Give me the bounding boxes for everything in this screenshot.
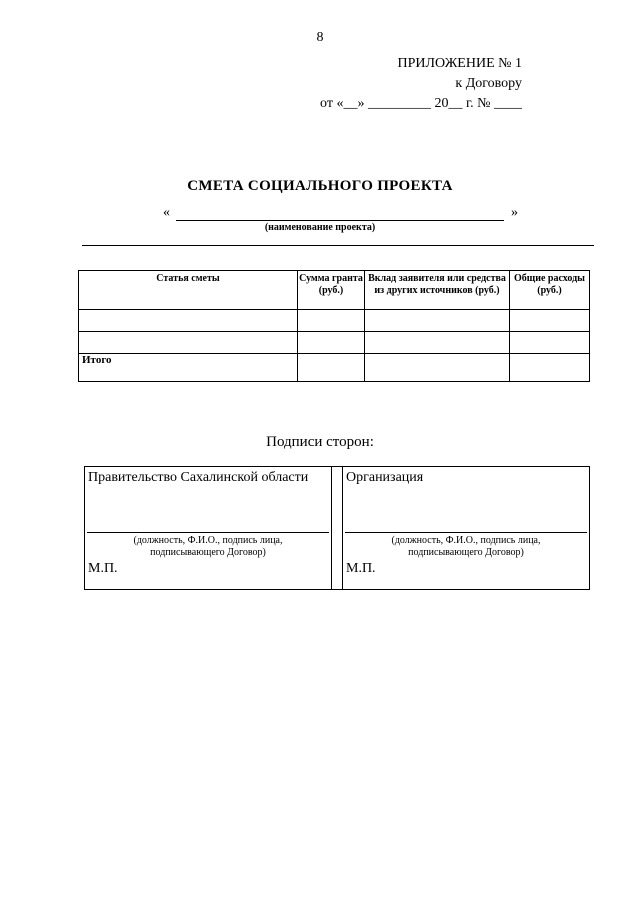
table-cell [298,310,365,332]
caption-line: (должность, Ф.И.О., подпись лица, [391,535,541,546]
table-cell [365,354,510,382]
estimate-title: СМЕТА СОЦИАЛЬНОГО ПРОЕКТА [187,178,453,194]
table-cell [510,354,590,382]
column-header-total: Общие расходы (руб.) [510,271,590,310]
appendix-header [320,54,522,114]
table-cell [298,332,365,354]
table-cell [510,310,590,332]
signatures-title: Подписи сторон: [266,434,374,450]
table-cell [79,310,298,332]
table-row [79,310,590,332]
table-cell [510,332,590,354]
appendix-contract-ref: к Договору [455,76,522,91]
table-cell [79,332,298,354]
right-signature-block [343,467,589,589]
table-row [79,332,590,354]
estimate-table [78,270,590,382]
table-cell [365,310,510,332]
project-name-line [163,205,518,223]
table-header-row [79,271,590,310]
appendix-title: ПРИЛОЖЕНИЕ № 1 [397,56,522,71]
right-stamp-label: М.П. [346,561,376,576]
appendix-date-line: от «__» _________ 20__ г. № ____ [320,96,522,111]
left-signature-line [87,532,329,533]
open-quote: « [163,205,170,220]
total-row [79,354,590,382]
divider-line [82,245,594,246]
left-party-name: Правительство Сахалинской области [88,470,309,485]
right-signature-caption [343,535,589,559]
caption-line: подписывающего Договор) [150,547,266,558]
table-cell [298,354,365,382]
column-header-contribution: Вклад заявителя или средства из других источников (руб.) [365,271,510,310]
right-signature-line [345,532,587,533]
left-signature-block [85,467,331,589]
caption-line: (должность, Ф.И.О., подпись лица, [133,535,283,546]
signatures-box [84,466,590,590]
close-quote: » [511,205,518,220]
caption-line: подписывающего Договор) [408,547,524,558]
left-signature-caption [85,535,331,559]
right-party-name: Организация [346,470,424,485]
column-header-grant: Сумма гранта (руб.) [298,271,365,310]
table-cell [365,332,510,354]
total-label: Итого [79,354,298,382]
page-number: 8 [316,30,324,45]
left-stamp-label: М.П. [88,561,118,576]
column-separator [331,467,332,589]
column-header-item: Статья сметы [79,271,298,310]
project-name-caption: (наименование проекта) [264,222,376,233]
project-name-underline [176,220,504,221]
